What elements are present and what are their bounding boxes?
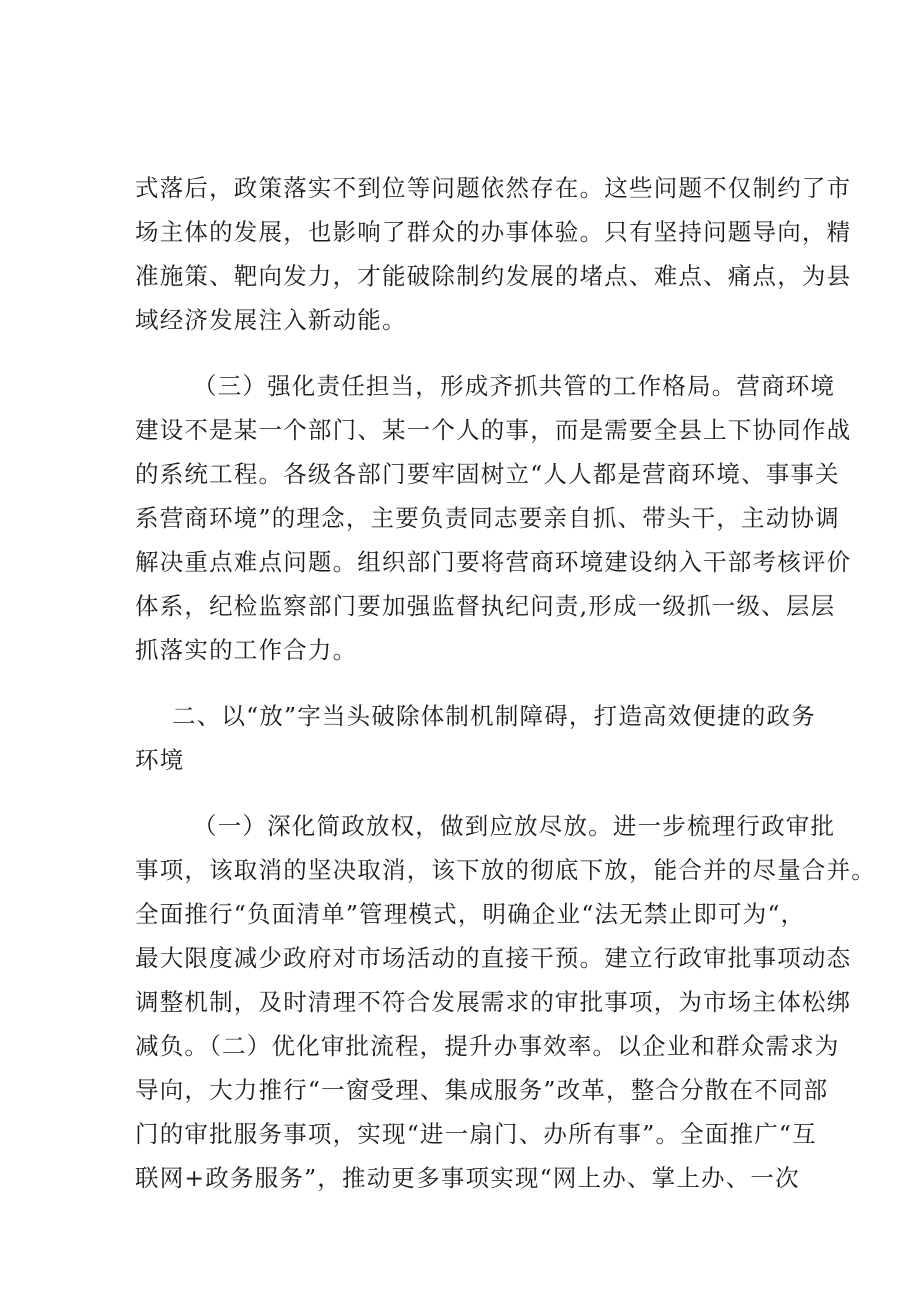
text-line: 式落后，政策落实不到位等问题依然存在。这些问题不仅制约了市 [135, 174, 852, 202]
text-line: 体系，纪检监察部门要加强监督执纪问责,形成一级抓一级、层层 [135, 592, 836, 620]
text-line: 最大限度减少政府对市场活动的直接干预。建立行政审批事项动态 [135, 944, 852, 972]
text-line: 场主体的发展，也影响了群众的办事体验。只有坚持问题导向，精 [135, 218, 852, 246]
text-line: 调整机制，及时清理不符合发展需求的审批事项，为市场主体松绑 [135, 988, 852, 1016]
text-line: 联网+政务服务”，推动更多事项实现“网上办、掌上办、一次 [135, 1164, 800, 1192]
text-line: （一）深化简政放权，做到应放尽放。进一步梳理行政审批 [193, 812, 836, 840]
paragraph-spacer [135, 782, 800, 804]
text-line: 准施策、靶向发力，才能破除制约发展的堵点、难点、痛点，为县 [135, 262, 852, 290]
text-line: 域经济发展注入新动能。 [135, 306, 407, 334]
paragraph-spacer [135, 672, 800, 694]
heading-line: 环境 [135, 746, 185, 774]
text-line: 的系统工程。各级各部门要牢固树立“人人都是营商环境、事事关 [135, 460, 840, 488]
section-heading-2 [135, 694, 816, 782]
paragraph-spacer [135, 342, 800, 364]
text-line: 全面推行“负面清单”管理模式，明确企业“法无禁止即可为“， [135, 900, 806, 928]
text-line: 系营商环境”的理念，主要负责同志要亲自抓、带头干，主动协调 [135, 504, 840, 532]
paragraph-simplify-administration [135, 804, 876, 1200]
document-body [135, 166, 876, 1200]
text-line: 减负。（二）优化审批流程，提升办事效率。以企业和群众需求为 [135, 1032, 840, 1060]
text-line: 导向，大力推行“一窗受理、集成服务”改革，整合分散在不同部 [135, 1076, 829, 1104]
text-line: 建设不是某一个部门、某一个人的事，而是需要全县上下协同作战 [135, 416, 852, 444]
paragraph-responsibility [135, 364, 852, 672]
text-line: （三）强化责任担当，形成齐抓共管的工作格局。营商环境 [193, 372, 836, 400]
text-line: 门的审批服务事项，实现“进一扇门、办所有事”。全面推广“互 [135, 1120, 817, 1148]
text-line: 抓落实的工作合力。 [135, 636, 358, 664]
text-line: 事项，该取消的坚决取消，该下放的彻底下放，能合并的尽量合并。 [135, 856, 876, 884]
heading-line: 二、以“放”字当头破除体制机制障碍，打造高效便捷的政务 [172, 702, 816, 730]
text-line: 解决重点难点问题。组织部门要将营商环境建设纳入干部考核评价 [135, 548, 852, 576]
paragraph-problem-oriented [135, 166, 852, 342]
